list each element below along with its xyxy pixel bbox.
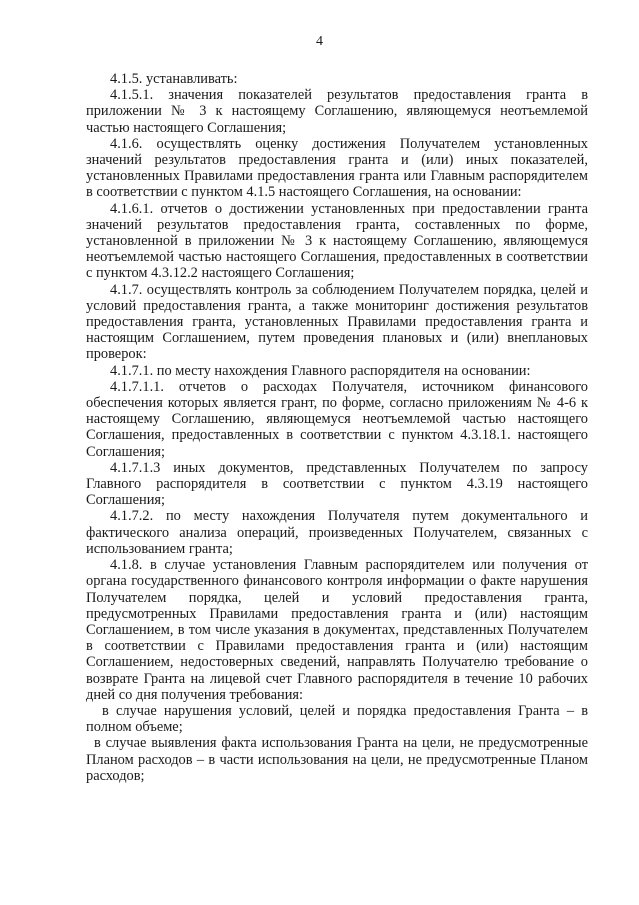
page-number: 4	[316, 34, 323, 49]
paragraph-4-1-6: 4.1.6. осуществлять оценку достижения Получателем установленных значений результатов предоставления гранта и (или) иных показателей, установленных Правилами предоставления гранта или Главным распорядителем в соответствии с пунктом 4.1.5 настоящего Соглашения, на основании:	[86, 135, 588, 201]
paragraph-4-1-5: 4.1.5. устанавливать:	[110, 71, 238, 87]
paragraph-4-1-8: 4.1.8. в случае установления Главным распорядителем или получения от органа государственного финансового контроля информации о факте нарушения Получателем порядка, целей и условий предоставления гранта, предусмотренных Правилами предоставления гранта и (или) настоящим Соглашением, в том числе указания в документах, представленных Получателем в соответствии с Правилами предоставления гранта и (или) настоящим Соглашением, недостоверных сведений, направлять Получателю требование о возврате Гранта на лицевой счет Главного распорядителя в течение 10 рабочих дней со дня получения требования:	[86, 557, 588, 703]
paragraph-4-1-7-1: 4.1.7.1. по месту нахождения Главного распорядителя на основании:	[110, 362, 531, 379]
paragraph-4-1-7-1-1: 4.1.7.1.1. отчетов о расходах Получателя, источником финансового обеспечения которых является грант, по форме, согласно приложениям № 4-6 к настоящему Соглашению, являющемуся неотъемлемой частью настоящего Соглашения, предоставленных в соответствии с пунктом 4.3.18.1. настоящего Соглашения;	[86, 378, 588, 460]
paragraph-4-1-5-1: 4.1.5.1. значения показателей результатов предоставления гранта в приложении № 3 к настоящему Соглашению, являющемуся неотъемлемой частью настоящего Соглашения;	[86, 87, 588, 136]
paragraph-4-1-6-1: 4.1.6.1. отчетов о достижении установленных при предоставлении гранта значений результатов предоставления гранта, составленных по форме, установленной в приложении № 3 к настоящему Соглашению, являющемуся неотъемлемой частью настоящего Соглашения, предоставленных в соответствии с пунктом 4.3.12.2 настоящего Соглашения;	[86, 200, 588, 282]
paragraph-partial-return: в случае выявления факта использования Гранта на цели, не предусмотренные Планом расходов – в части использования на цели, не предусмотренные Планом расходов;	[86, 735, 588, 784]
paragraph-4-1-7-1-3: 4.1.7.1.3 иных документов, представленных Получателем по запросу Главного распорядителя в соответствии с пунктом 4.3.19 настоящего Соглашения;	[86, 459, 588, 509]
paragraph-full-return: в случае нарушения условий, целей и порядка предоставления Гранта – в полном объеме;	[86, 702, 588, 736]
document-body	[86, 71, 588, 784]
paragraph-4-1-7-2: 4.1.7.2. по месту нахождения Получателя путем документального и фактического анализа операций, произведенных Получателем, связанных с использованием гранта;	[86, 508, 588, 557]
paragraph-4-1-7: 4.1.7. осуществлять контроль за соблюдением Получателем порядка, целей и условий предоставления гранта, а также мониторинг достижения результатов предоставления гранта, установленных Правилами предоставления гранта и настоящим Соглашением, путем проведения плановых и (или) внеплановых проверок:	[86, 281, 588, 363]
